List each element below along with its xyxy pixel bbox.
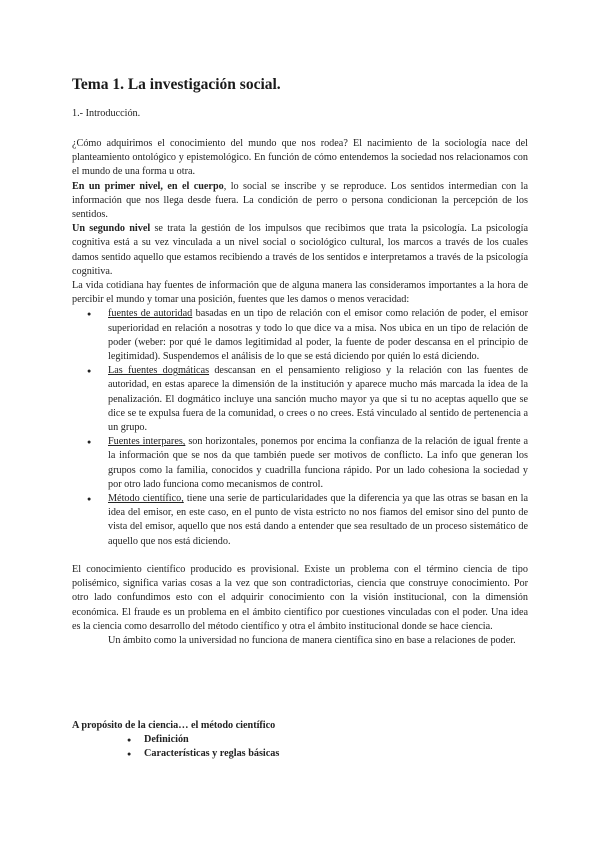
subsection-heading: A propósito de la ciencia… el método científico: [72, 720, 276, 731]
first-level-lead: En un primer nivel, en el cuerpo: [72, 180, 224, 192]
source-term: Fuentes interpares,: [108, 436, 186, 448]
paragraph-scientific-knowledge: El conocimiento científico producido es provisional. Existe un problema con el término ciencia de tipo polisémico, significa varias cosas a la vez que son contradictorias, ciencia que construye conocimiento. Por otro lado confundimos esto con el adquirir conocimiento con la visión institucional, con la dimensión económica. El fraude es un problema en el ámbito científico por cuestiones vinculadas con el poder. Una idea es la ciencia como desarrollo del método científico y otra el ámbito institucional donde se hace ciencia.: [72, 563, 528, 632]
source-description: son horizontales, ponemos por encima la confianza de la relación de igual frente a la información que se nos da que también puede ser motivos de conflicto. La info que generan los grupos como la familia, conocidos y cuadrilla funciona rápido. Por un lado cohesiona la sociedad y por otro lado funciona como mecanismos de control.: [108, 436, 528, 490]
paragraph-daily-life: La vida cotidiana hay fuentes de información que de alguna manera las consideramos importantes a la hora de percibir el mundo y tomar una posición, fuentes que les damos o menos veracidad:: [72, 280, 528, 306]
list-item: [72, 364, 528, 435]
paragraph-spacer: [72, 549, 528, 563]
list-item: [72, 307, 528, 364]
list-item: [72, 435, 528, 492]
subsection-list: [72, 733, 528, 761]
list-item: [72, 492, 528, 549]
subsection: [72, 719, 528, 762]
section-heading: 1.- Introducción.: [72, 108, 141, 119]
body-text: [72, 137, 528, 648]
paragraph-university: Un ámbito como la universidad no funciona de manera científica sino en base a relaciones de poder.: [108, 634, 516, 646]
second-level-text: se trata la gestión de los impulsos que recibimos que trata la psicología. La psicología cognitiva está a su vez vinculada a un nivel social o sociológico cultural, los marcos a través de los cuales damos sentido aquello que estamos recibiendo a través de los sentidos e interpretamos a través de la psicología cognitiva.: [72, 223, 528, 277]
source-term: fuentes de autoridad: [108, 308, 193, 320]
source-term: Método científico,: [108, 493, 184, 505]
source-description: tiene una serie de particularidades que la diferencia ya que las otras se basan en la idea del emisor, en este caso, en el punto de vista estricto no nos fiamos del emisor sino del punto de vista del emisor, aquello que nos está dando a entender que sea resultado de un proceso sistemático de aquello que nos está diciendo.: [108, 493, 528, 547]
document-title: Tema 1. La investigación social.: [72, 76, 281, 93]
subsection-item-caracteristicas: ● Características y reglas básicas: [72, 747, 528, 761]
subsection-item-definicion: ● Definición: [72, 733, 528, 747]
sources-list: [72, 307, 528, 548]
paragraph-intro: ¿Cómo adquirimos el conocimiento del mundo que nos rodea? El nacimiento de la sociología nace del planteamiento ontológico y epistemológico. En función de cómo entendemos la sociedad nos relacionamos con el mundo de una forma u otra.: [72, 138, 528, 178]
paragraph-second-level: [72, 222, 528, 279]
source-term: Las fuentes dogmáticas: [108, 365, 210, 377]
second-level-lead: Un segundo nivel: [72, 223, 151, 235]
paragraph-first-level: [72, 180, 528, 223]
source-description: basadas en un tipo de relación con el emisor como relación de poder, el emisor superioridad en relación a nosotras y todo lo que dice va a misa. Nos ubica en un tipo de relación de poder (weber: por qué le damos legitimidad al poder, la fuente de poder descansa en el principio de legitimidad). Suspendemos el análisis de lo que se está diciendo por quién lo está diciendo.: [108, 308, 528, 363]
source-description: descansan en el pensamiento religioso y la relación con las fuentes de autoridad, en estas aparece la dimensión de la institución y aparece mucho más marcada la idea de la penalización. El dogmático incluye una sanción mucho mayor ya que si tu no aceptas aquello que se dice se te expulsa fuera de la comunidad, o crees o no crees. Está vinculado al sentido de pertenencia a un grupo.: [108, 365, 528, 434]
first-level-text: , lo social se inscribe y se reproduce. Los sentidos intermedian con la información que nos llega desde fuera. La condición de perro o persona condicionan la percepción de los sentidos.: [72, 180, 528, 221]
